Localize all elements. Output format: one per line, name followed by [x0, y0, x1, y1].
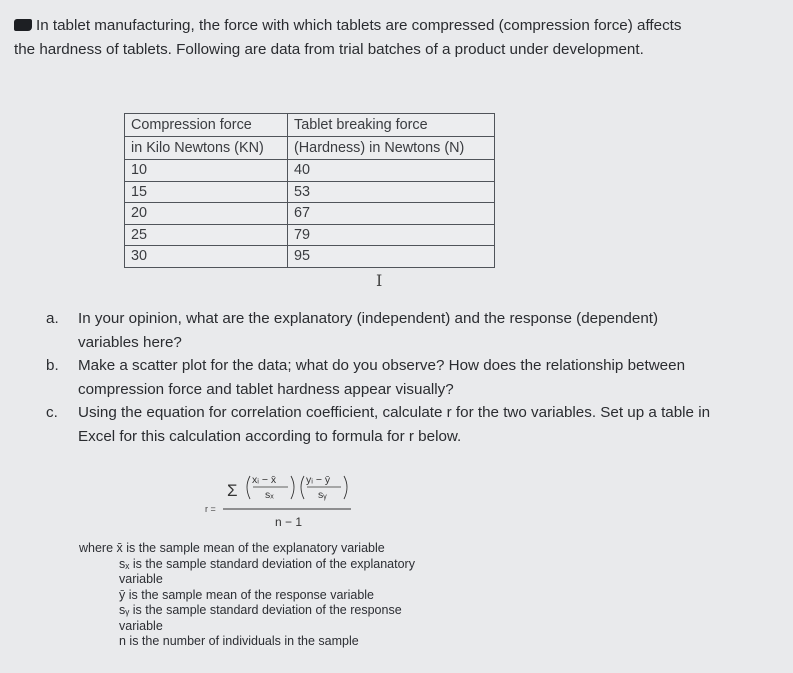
header-compression-force-2: in Kilo Newtons (KN) — [125, 137, 288, 160]
header-breaking-force-2: (Hardness) in Newtons (N) — [288, 137, 495, 160]
formula-denominator: n − 1 — [275, 515, 303, 529]
formula-graphic — [195, 468, 365, 532]
variable-definitions — [79, 541, 415, 650]
intro-line-2: the hardness of tablets. Following are data from trial batches of a product under development. — [14, 41, 644, 58]
definition-line: n is the number of individuals in the sample — [119, 634, 359, 648]
y-denominator: sᵧ — [318, 489, 327, 501]
table-cell: 10 — [125, 160, 288, 182]
x-numerator: xᵢ − x̄ — [252, 474, 277, 486]
table-row — [125, 160, 495, 182]
question-label: a. — [46, 310, 59, 327]
table-cell: 95 — [288, 246, 495, 268]
table-row — [125, 181, 495, 203]
table-cell: 15 — [125, 181, 288, 203]
left-paren — [301, 476, 304, 499]
table-row — [125, 246, 495, 268]
definition-line: sᵧ is the sample standard deviation of the response — [119, 603, 402, 617]
question-b — [46, 354, 786, 402]
question-line: Excel for this calculation according to formula for r below. — [78, 428, 462, 445]
intro-line-1: In tablet manufacturing, the force with which tablets are compressed (compression force) affects — [36, 17, 682, 34]
table-cell: 25 — [125, 224, 288, 246]
table-cell: 30 — [125, 246, 288, 268]
right-paren — [344, 476, 347, 499]
question-label: b. — [46, 357, 59, 374]
table-row — [125, 203, 495, 225]
question-line: variables here? — [78, 334, 182, 351]
x-denominator: sₓ — [265, 489, 274, 501]
table-header-row — [125, 137, 495, 160]
sigma-symbol: Σ — [227, 481, 238, 500]
question-line: Using the equation for correlation coefficient, calculate r for the two variables. Set up a table in — [78, 404, 711, 421]
question-text — [78, 401, 710, 449]
table-row — [125, 224, 495, 246]
question-line: compression force and tablet hardness appear visually? — [78, 381, 454, 398]
y-numerator: yᵢ − ȳ — [306, 474, 331, 486]
table-cell: 79 — [288, 224, 495, 246]
text-cursor-icon: I — [376, 271, 383, 290]
data-table — [124, 113, 495, 268]
table-cell: 53 — [288, 181, 495, 203]
correlation-formula — [195, 468, 365, 532]
table-cell: 20 — [125, 203, 288, 225]
definition-line: variable — [119, 572, 163, 586]
question-text — [78, 354, 685, 402]
table-cell: 67 — [288, 203, 495, 225]
question-line: In your opinion, what are the explanatory (independent) and the response (dependent) — [78, 310, 659, 327]
bullet-icon — [14, 19, 32, 31]
question-c — [46, 401, 786, 449]
right-paren — [291, 476, 294, 499]
question-a — [46, 307, 786, 355]
definition-line: variable — [119, 618, 163, 633]
table-cell: 40 — [288, 160, 495, 182]
question-line: Make a scatter plot for the data; what do you observe? How does the relationship between — [78, 357, 686, 374]
header-compression-force-1: Compression force — [125, 114, 288, 137]
question-text — [78, 307, 658, 355]
header-breaking-force-1: Tablet breaking force — [288, 114, 495, 137]
formula-lhs: r = — [205, 504, 216, 514]
definition-line: sₓ is the sample standard deviation of the explanatory — [119, 556, 415, 571]
table-header-row — [125, 114, 495, 137]
problem-intro — [14, 14, 784, 62]
definition-line: where x̄ is the sample mean of the explanatory variable — [79, 541, 385, 555]
question-label: c. — [46, 404, 58, 421]
left-paren — [247, 476, 250, 499]
definition-line: ȳ is the sample mean of the response variable — [119, 587, 374, 602]
